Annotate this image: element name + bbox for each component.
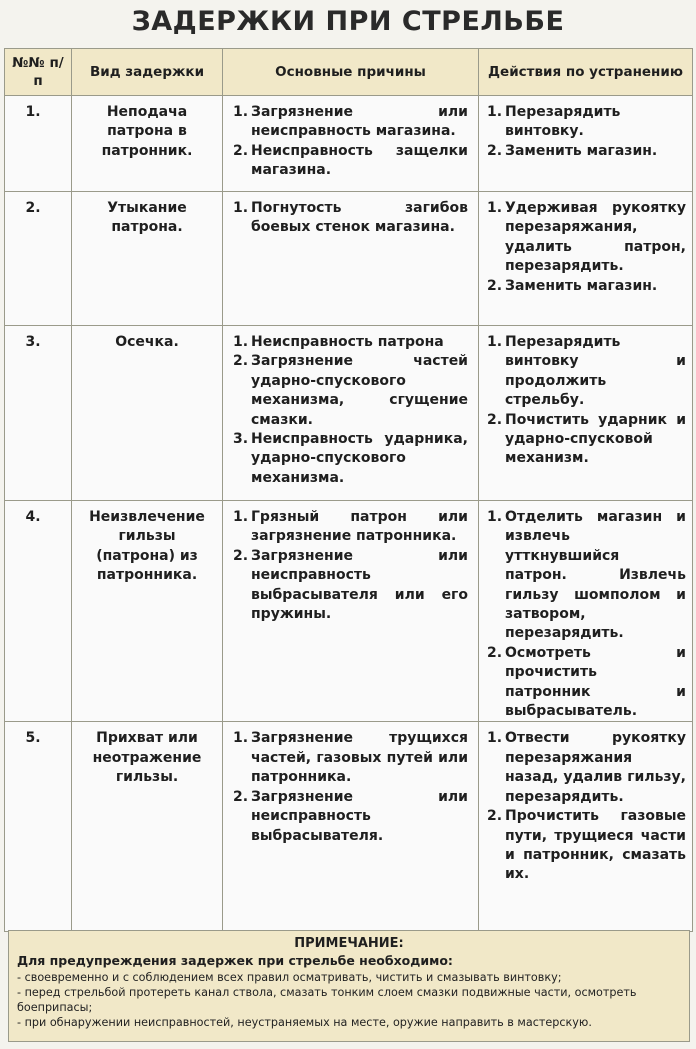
table-row bbox=[5, 326, 693, 501]
table-header-row bbox=[5, 49, 693, 96]
cause-text: Неисправность патрона bbox=[251, 334, 444, 350]
delay-kind: Неподача патрона в патронник. bbox=[72, 96, 223, 192]
cause-number: 1. bbox=[233, 509, 249, 525]
cause-text: Неисправность ударника, ударно-спускового механизма. bbox=[251, 431, 468, 486]
cause-item bbox=[233, 729, 468, 787]
table-row bbox=[5, 501, 693, 722]
action-number: 1. bbox=[487, 334, 503, 350]
action-number: 2. bbox=[487, 142, 503, 159]
action-text: Прочистить газовые пути, трущиеся части и патронник, смазать их. bbox=[505, 808, 686, 883]
cause-text: Неисправность защелки магазина. bbox=[251, 142, 468, 179]
note-item: - при обнаружении неисправностей, неустраняемых на месте, оружие направить в мастерскую. bbox=[17, 1016, 592, 1029]
cause-number: 2. bbox=[233, 547, 249, 564]
action-number: 1. bbox=[487, 104, 503, 120]
action-text: Заменить магазин. bbox=[505, 142, 658, 159]
cause-text: Загрязнение или неисправность магазина. bbox=[251, 104, 468, 140]
row-number: 3. bbox=[5, 326, 72, 501]
action-text: Почистить ударник и ударно-спусковой механизм. bbox=[505, 411, 686, 467]
action-item bbox=[487, 277, 686, 296]
cause-text: Загрязнение или неисправность выбрасывателя. bbox=[251, 788, 468, 844]
note-item: - перед стрельбой протереть канал ствола, смазать тонким слоем смазки подвижные части, осмотреть боеприпасы; bbox=[17, 986, 637, 1014]
action-text: Перезарядить винтовку и продолжить стрельбу. bbox=[505, 334, 686, 409]
causes-cell bbox=[223, 501, 479, 722]
causes-cell bbox=[223, 326, 479, 501]
cause-item bbox=[233, 333, 468, 352]
header-num: №№ п/п bbox=[5, 49, 72, 96]
action-number: 1. bbox=[487, 200, 503, 216]
actions-cell bbox=[479, 722, 693, 932]
cause-item bbox=[233, 142, 468, 181]
action-number: 2. bbox=[487, 808, 503, 825]
action-text: Отвести рукоятку перезаряжания назад, удалив гильзу, перезарядить. bbox=[505, 730, 686, 805]
row-number: 2. bbox=[5, 192, 72, 326]
table-row bbox=[5, 96, 693, 192]
cause-item bbox=[233, 430, 468, 488]
actions-cell bbox=[479, 192, 693, 326]
actions-cell bbox=[479, 326, 693, 501]
action-number: 2. bbox=[487, 411, 503, 428]
action-item bbox=[487, 199, 686, 277]
cause-text: Загрязнение частей ударно-спускового механизма, сгущение смазки. bbox=[251, 353, 468, 428]
note-list bbox=[17, 970, 681, 1030]
action-item bbox=[487, 644, 686, 722]
causes-cell bbox=[223, 722, 479, 932]
action-text: Заменить магазин. bbox=[505, 277, 658, 294]
causes-cell bbox=[223, 96, 479, 192]
page-title: ЗАДЕРЖКИ ПРИ СТРЕЛЬБЕ bbox=[131, 6, 565, 37]
cause-text: Загрязнение или неисправность выбрасывателя или его пружины. bbox=[251, 547, 468, 623]
row-number: 5. bbox=[5, 722, 72, 932]
cause-item bbox=[233, 508, 468, 547]
action-item bbox=[487, 333, 686, 411]
cause-number: 1. bbox=[233, 104, 249, 120]
action-number: 2. bbox=[487, 644, 503, 661]
actions-cell bbox=[479, 501, 693, 722]
cause-item bbox=[233, 788, 468, 846]
note-title: ПРИМЕЧАНИЕ: bbox=[294, 936, 404, 951]
cause-item bbox=[233, 103, 468, 142]
action-number: 2. bbox=[487, 277, 503, 294]
note-item: - своевременно и с соблюдением всех правил осматривать, чистить и смазывать винтовку; bbox=[17, 971, 562, 984]
note-intro: Для предупреждения задержек при стрельбе необходимо: bbox=[17, 953, 453, 968]
cause-number: 2. bbox=[233, 353, 249, 370]
delay-kind: Осечка. bbox=[72, 326, 223, 501]
header-actions: Действия по устранению bbox=[479, 49, 693, 96]
table-row bbox=[5, 192, 693, 326]
action-item bbox=[487, 411, 686, 469]
delay-kind: Неизвлечение гильзы (патрона) из патронника. bbox=[72, 501, 223, 722]
header-causes: Основные причины bbox=[223, 49, 479, 96]
action-item bbox=[487, 807, 686, 885]
row-number: 1. bbox=[5, 96, 72, 192]
action-text: Перезарядить винтовку. bbox=[505, 104, 621, 140]
delays-table bbox=[4, 48, 693, 932]
action-item bbox=[487, 103, 686, 142]
cause-number: 1. bbox=[233, 730, 249, 747]
cause-number: 2. bbox=[233, 142, 249, 159]
action-item bbox=[487, 508, 686, 644]
cause-text: Погнутость загибов боевых стенок магазина. bbox=[251, 200, 468, 236]
delay-kind: Утыкание патрона. bbox=[72, 192, 223, 326]
cause-number: 3. bbox=[233, 431, 249, 448]
actions-cell bbox=[479, 96, 693, 192]
note-box bbox=[8, 930, 690, 1042]
cause-number: 1. bbox=[233, 334, 249, 350]
action-item bbox=[487, 142, 686, 161]
cause-text: Загрязнение трущихся частей, газовых путей или патронника. bbox=[251, 730, 468, 786]
cause-item bbox=[233, 352, 468, 430]
action-text: Отделить магазин и извлечь утткнувшийся патрон. Извлечь гильзу шомполом и затвором, перезарядить. bbox=[505, 509, 686, 642]
cause-text: Грязный патрон или загрязнение патронника. bbox=[251, 509, 468, 545]
action-item bbox=[487, 729, 686, 807]
cause-item bbox=[233, 547, 468, 625]
table-row bbox=[5, 722, 693, 932]
row-number: 4. bbox=[5, 501, 72, 722]
delay-kind: Прихват или неотражение гильзы. bbox=[72, 722, 223, 932]
cause-number: 2. bbox=[233, 788, 249, 805]
action-text: Осмотреть и прочистить патронник и выбрасыватель. bbox=[505, 644, 686, 720]
action-number: 1. bbox=[487, 509, 503, 525]
action-text: Удерживая рукоятку перезаряжания, удалить патрон, перезарядить. bbox=[505, 200, 686, 275]
cause-number: 1. bbox=[233, 200, 249, 216]
action-number: 1. bbox=[487, 730, 503, 747]
cause-item bbox=[233, 199, 468, 238]
header-kind: Вид задержки bbox=[72, 49, 223, 96]
causes-cell bbox=[223, 192, 479, 326]
